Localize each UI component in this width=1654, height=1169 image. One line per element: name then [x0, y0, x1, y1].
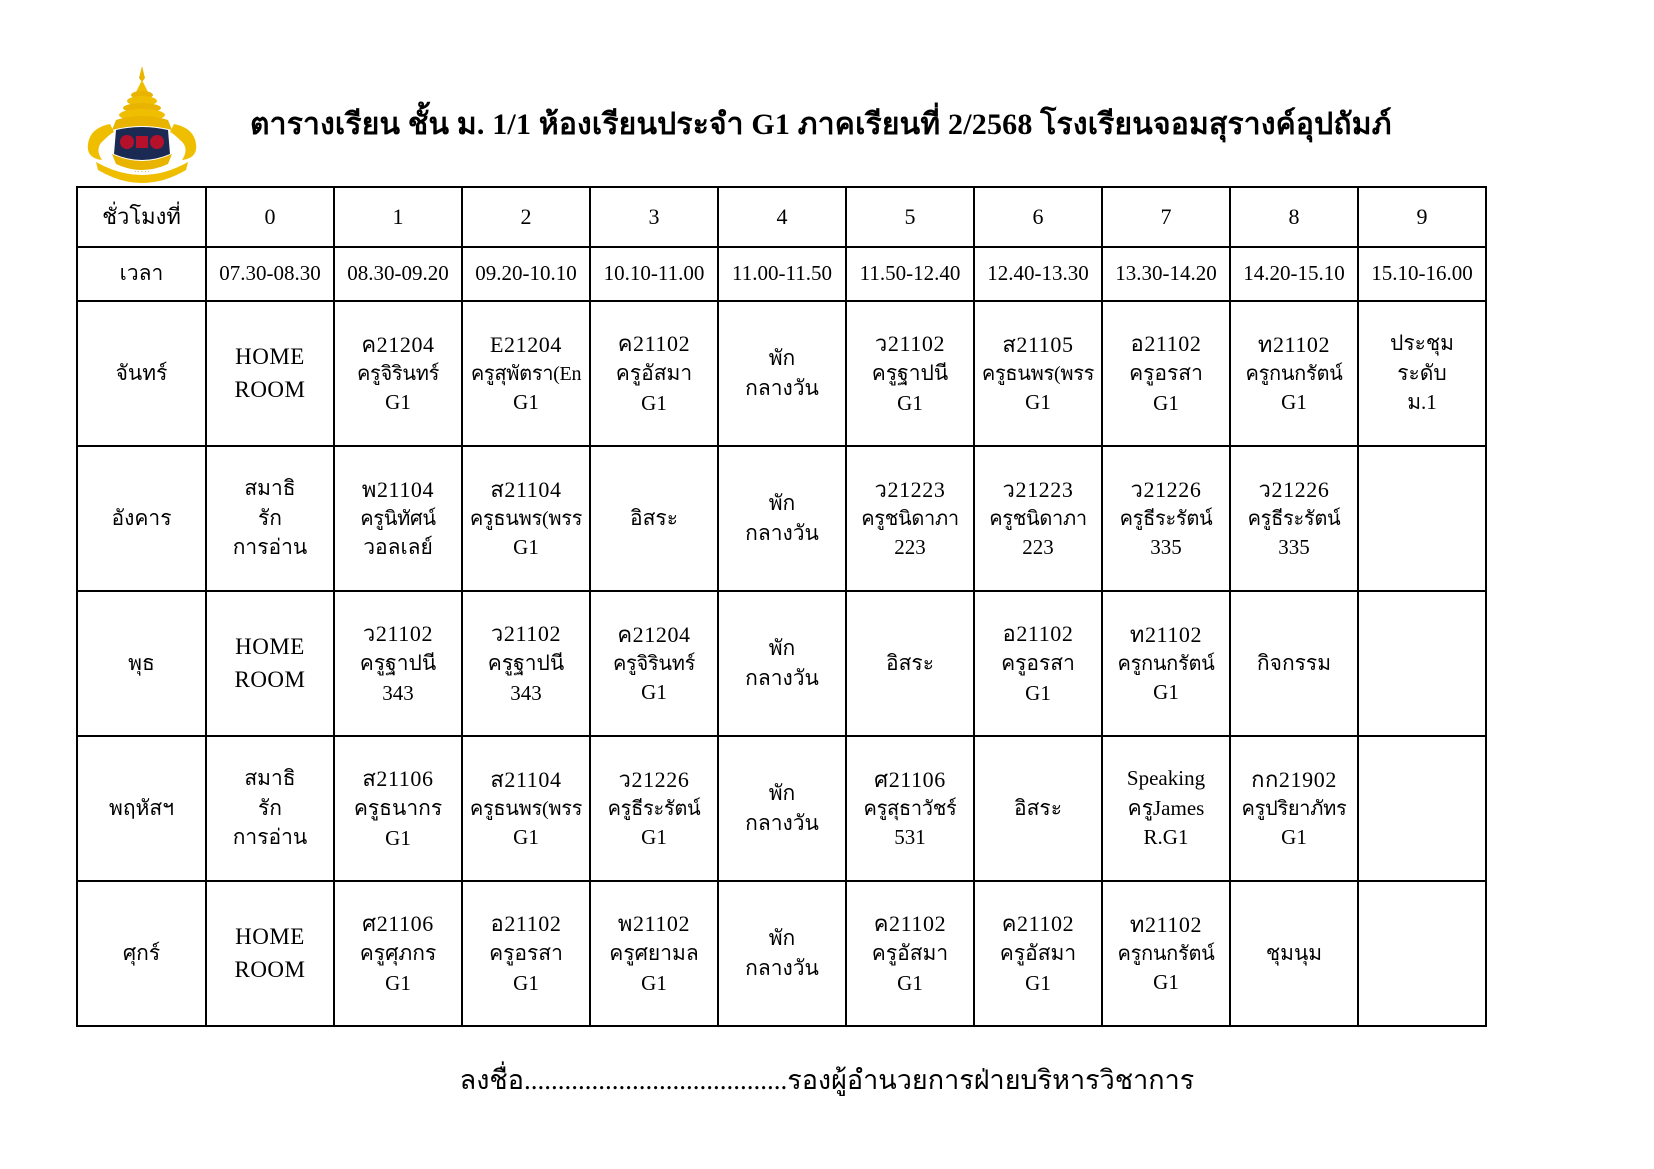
cell-line: กลางวัน	[745, 375, 819, 400]
schedule-cell-2-3[interactable]	[590, 591, 718, 736]
cell-line: ครูJames	[1127, 795, 1205, 820]
cell-line: ครูธีระรัตน์	[1119, 508, 1213, 531]
cell-line: ศ21106	[362, 911, 434, 937]
cell-content	[207, 447, 333, 590]
schedule-cell-3-7[interactable]	[1102, 736, 1230, 881]
cell-content	[1359, 737, 1485, 880]
cell-line: ครูสุธาวัชร์	[863, 798, 957, 821]
cell-content	[335, 302, 461, 445]
cell-content	[591, 592, 717, 735]
day-row	[77, 446, 1486, 591]
schedule-cell-0-5[interactable]	[846, 301, 974, 446]
cell-line: E21204	[489, 331, 563, 357]
cell-line: สมาธิ	[244, 765, 296, 790]
time-slot-4: 11.00-11.50	[718, 247, 846, 301]
cell-content	[847, 447, 973, 590]
cell-line: ว21102	[874, 331, 946, 357]
schedule-cell-3-6[interactable]	[974, 736, 1102, 881]
schedule-cell-4-7[interactable]	[1102, 881, 1230, 1026]
cell-content	[463, 737, 589, 880]
cell-line: รัก	[258, 795, 282, 820]
cell-line: G1	[897, 971, 923, 996]
cell-content	[1103, 592, 1229, 735]
cell-line: กิจกรรม	[1256, 650, 1332, 675]
schedule-cell-4-8[interactable]	[1230, 881, 1358, 1026]
schedule-cell-1-2[interactable]	[462, 446, 590, 591]
cell-content	[1359, 592, 1485, 735]
cell-line: การอ่าน	[232, 535, 308, 560]
schedule-cell-2-8[interactable]	[1230, 591, 1358, 736]
period-number-8: 8	[1230, 187, 1358, 247]
cell-content	[463, 592, 589, 735]
cell-line: อ21102	[1130, 331, 1202, 357]
cell-line: Speaking	[1126, 765, 1206, 790]
cell-line: ครูธนพร(พรร	[469, 508, 583, 531]
schedule-cell-4-0[interactable]	[206, 881, 334, 1026]
time-slot-0: 07.30-08.30	[206, 247, 334, 301]
schedule-cell-0-3[interactable]	[590, 301, 718, 446]
cell-line: ครูชนิดาภา	[861, 508, 959, 531]
cell-line: ครูอัสมา	[615, 361, 693, 386]
cell-line: G1	[513, 971, 539, 996]
period-number-7: 7	[1102, 187, 1230, 247]
cell-line: ว21102	[362, 621, 434, 647]
cell-line: ส21104	[490, 476, 562, 502]
cell-line: ครูอรสา	[1001, 651, 1075, 676]
cell-content	[591, 882, 717, 1025]
cell-line: อิสระ	[630, 505, 678, 530]
cell-content	[207, 302, 333, 445]
schedule-cell-1-5[interactable]	[846, 446, 974, 591]
cell-line: 223	[1022, 535, 1054, 560]
cell-content	[463, 302, 589, 445]
cell-line: ครูอัสมา	[999, 941, 1077, 966]
day-row	[77, 301, 1486, 446]
schedule-cell-1-6[interactable]	[974, 446, 1102, 591]
schedule-cell-0-7[interactable]	[1102, 301, 1230, 446]
day-name-2: พุธ	[77, 591, 206, 736]
cell-line: ROOM	[234, 666, 306, 692]
schedule-cell-4-6[interactable]	[974, 881, 1102, 1026]
cell-line: HOME	[235, 633, 305, 659]
cell-line: ท21102	[1129, 911, 1203, 937]
cell-line: G1	[513, 825, 539, 850]
schedule-cell-4-4[interactable]	[718, 881, 846, 1026]
schedule-cell-1-1[interactable]	[334, 446, 462, 591]
period-number-9: 9	[1358, 187, 1486, 247]
cell-line: ครูธนพร(พรร	[981, 363, 1095, 386]
cell-line: ครูกนกรัตน์	[1117, 943, 1215, 966]
cell-line: ครูฐาปนี	[359, 651, 437, 676]
cell-line: 531	[894, 825, 926, 850]
cell-content	[847, 737, 973, 880]
school-crest-logo	[82, 62, 202, 186]
time-slot-8: 14.20-15.10	[1230, 247, 1358, 301]
cell-line: ส21105	[1002, 331, 1074, 357]
cell-line: กลางวัน	[745, 520, 819, 545]
schedule-cell-4-3[interactable]	[590, 881, 718, 1026]
cell-content	[463, 447, 589, 590]
cell-line: ท21102	[1129, 621, 1203, 647]
cell-content	[1103, 737, 1229, 880]
period-header-label: ชั่วโมงที่	[77, 187, 206, 247]
cell-line: G1	[641, 391, 667, 416]
cell-content	[207, 882, 333, 1025]
cell-line: G1	[513, 390, 539, 415]
cell-line: G1	[1025, 971, 1051, 996]
cell-line: G1	[1153, 680, 1179, 705]
schedule-cell-1-8[interactable]	[1230, 446, 1358, 591]
day-name-3: พฤหัสฯ	[77, 736, 206, 881]
cell-content	[1231, 737, 1357, 880]
schedule-cell-1-7[interactable]	[1102, 446, 1230, 591]
cell-line: ครูสุพัตรา(En	[470, 363, 582, 386]
cell-line: ครูธนพร(พรร	[469, 798, 583, 821]
cell-content	[975, 882, 1101, 1025]
schedule-cell-3-2[interactable]	[462, 736, 590, 881]
cell-line: ค21204	[617, 621, 691, 647]
cell-line: พัก	[768, 345, 796, 370]
cell-line: 343	[510, 681, 542, 706]
class-timetable	[76, 186, 1487, 1027]
time-slot-3: 10.10-11.00	[590, 247, 718, 301]
day-name-1: อังคาร	[77, 446, 206, 591]
schedule-cell-3-9[interactable]	[1358, 736, 1486, 881]
cell-line: 223	[894, 535, 926, 560]
cell-line: ครูศุภกร	[359, 941, 437, 966]
cell-content	[847, 302, 973, 445]
cell-line: ROOM	[234, 956, 306, 982]
cell-line: ท21102	[1257, 331, 1331, 357]
cell-line: ว21223	[874, 476, 946, 502]
cell-line: R.G1	[1143, 825, 1189, 850]
cell-line: การอ่าน	[232, 825, 308, 850]
cell-content	[591, 302, 717, 445]
cell-content	[719, 302, 845, 445]
cell-line: ครูธีระรัตน์	[607, 798, 701, 821]
schedule-cell-4-5[interactable]	[846, 881, 974, 1026]
cell-line: G1	[897, 391, 923, 416]
cell-line: 343	[382, 681, 414, 706]
schedule-cell-2-5[interactable]	[846, 591, 974, 736]
cell-line: G1	[1281, 825, 1307, 850]
cell-line: ครูธนากร	[353, 796, 443, 821]
schedule-cell-3-4[interactable]	[718, 736, 846, 881]
period-header-row	[77, 187, 1486, 247]
cell-line: ครูศยามล	[609, 941, 699, 966]
cell-line: กลางวัน	[745, 955, 819, 980]
cell-line: ค21102	[1001, 911, 1075, 937]
period-number-1: 1	[334, 187, 462, 247]
time-slot-2: 09.20-10.10	[462, 247, 590, 301]
time-header-row	[77, 247, 1486, 301]
cell-line: ROOM	[234, 376, 306, 402]
schedule-cell-2-7[interactable]	[1102, 591, 1230, 736]
cell-line: ครูอรสา	[489, 941, 563, 966]
day-row	[77, 881, 1486, 1026]
cell-content	[335, 737, 461, 880]
schedule-cell-2-1[interactable]	[334, 591, 462, 736]
cell-content	[719, 882, 845, 1025]
cell-line: ครูอรสา	[1129, 361, 1203, 386]
cell-line: HOME	[235, 923, 305, 949]
cell-line: ครูอัสมา	[871, 941, 949, 966]
schedule-cell-0-9[interactable]	[1358, 301, 1486, 446]
cell-content	[1359, 882, 1485, 1025]
schedule-cell-0-1[interactable]	[334, 301, 462, 446]
cell-content	[335, 882, 461, 1025]
cell-content	[975, 592, 1101, 735]
cell-line: ว21223	[1002, 476, 1074, 502]
cell-line: 335	[1150, 535, 1182, 560]
cell-line: พัก	[768, 635, 796, 660]
period-number-4: 4	[718, 187, 846, 247]
schedule-cell-2-6[interactable]	[974, 591, 1102, 736]
cell-content	[975, 302, 1101, 445]
cell-line: ค21102	[617, 331, 691, 357]
cell-line: G1	[641, 971, 667, 996]
cell-line: ครูฐาปนี	[487, 651, 565, 676]
cell-line: อ21102	[490, 911, 562, 937]
cell-line: ครูกนกรัตน์	[1117, 653, 1215, 676]
cell-content	[719, 737, 845, 880]
svg-text:. . . . .: . . . . .	[134, 168, 150, 174]
cell-line: 335	[1278, 535, 1310, 560]
cell-content	[207, 592, 333, 735]
cell-line: G1	[385, 971, 411, 996]
cell-line: รัก	[258, 505, 282, 530]
time-slot-9: 15.10-16.00	[1358, 247, 1486, 301]
schedule-cell-2-9[interactable]	[1358, 591, 1486, 736]
schedule-cell-1-9[interactable]	[1358, 446, 1486, 591]
cell-content	[335, 592, 461, 735]
cell-content	[207, 737, 333, 880]
schedule-cell-4-9[interactable]	[1358, 881, 1486, 1026]
time-slot-7: 13.30-14.20	[1102, 247, 1230, 301]
cell-line: ชุมนุม	[1265, 940, 1323, 965]
cell-line: พ21102	[617, 911, 691, 937]
cell-content	[591, 737, 717, 880]
schedule-cell-1-4[interactable]	[718, 446, 846, 591]
cell-line: ระดับ	[1397, 360, 1447, 385]
cell-line: ว21226	[1258, 476, 1330, 502]
cell-line: ครูกนกรัตน์	[1245, 363, 1343, 386]
cell-content	[1231, 302, 1357, 445]
cell-line: G1	[385, 390, 411, 415]
cell-content	[1231, 447, 1357, 590]
schedule-cell-3-1[interactable]	[334, 736, 462, 881]
cell-line: อิสระ	[1014, 795, 1062, 820]
schedule-cell-1-0[interactable]	[206, 446, 334, 591]
schedule-cell-2-4[interactable]	[718, 591, 846, 736]
period-number-0: 0	[206, 187, 334, 247]
day-row	[77, 591, 1486, 736]
cell-content	[463, 882, 589, 1025]
time-slot-5: 11.50-12.40	[846, 247, 974, 301]
cell-line: ประชุม	[1390, 330, 1454, 355]
cell-line: ครูปริยาภัทร	[1241, 798, 1347, 821]
period-number-2: 2	[462, 187, 590, 247]
cell-line: ครูจิรินทร์	[612, 653, 696, 676]
cell-line: G1	[1281, 390, 1307, 415]
cell-line: พัก	[768, 925, 796, 950]
cell-line: ครูชนิดาภา	[989, 508, 1087, 531]
cell-line: ม.1	[1407, 390, 1437, 415]
cell-content	[719, 447, 845, 590]
cell-line: G1	[1025, 681, 1051, 706]
time-header-label: เวลา	[77, 247, 206, 301]
cell-content	[1359, 447, 1485, 590]
cell-line: HOME	[235, 343, 305, 369]
cell-line: ครูนิทัศน์	[360, 508, 436, 531]
schedule-cell-3-3[interactable]	[590, 736, 718, 881]
cell-line: กลางวัน	[745, 665, 819, 690]
cell-line: วอลเลย์	[363, 535, 433, 560]
cell-line: พัก	[768, 780, 796, 805]
schedule-cell-3-0[interactable]	[206, 736, 334, 881]
time-slot-1: 08.30-09.20	[334, 247, 462, 301]
cell-content	[591, 447, 717, 590]
cell-content	[335, 447, 461, 590]
day-row	[77, 736, 1486, 881]
cell-line: อิสระ	[886, 650, 934, 675]
cell-line: G1	[641, 680, 667, 705]
schedule-cell-1-3[interactable]	[590, 446, 718, 591]
schedule-cell-3-8[interactable]	[1230, 736, 1358, 881]
cell-line: G1	[1025, 390, 1051, 415]
period-number-5: 5	[846, 187, 974, 247]
cell-line: ครูธีระรัตน์	[1247, 508, 1341, 531]
cell-line: ครูฐาปนี	[871, 361, 949, 386]
cell-line: ส21104	[490, 766, 562, 792]
cell-content	[1359, 302, 1485, 445]
cell-content	[975, 737, 1101, 880]
schedule-cell-0-6[interactable]	[974, 301, 1102, 446]
cell-line: สมาธิ	[244, 475, 296, 500]
document-header	[0, 58, 1654, 186]
schedule-cell-0-2[interactable]	[462, 301, 590, 446]
page-title: ตารางเรียน ชั้น ม. 1/1 ห้องเรียนประจำ G1 ภาคเรียนที่ 2/2568 โรงเรียนจอมสุรางค์อุปถัมภ์	[250, 108, 1392, 141]
cell-line: กก21902	[1251, 766, 1337, 792]
time-slot-6: 12.40-13.30	[974, 247, 1102, 301]
cell-line: พ21104	[361, 476, 435, 502]
schedule-cell-4-2[interactable]	[462, 881, 590, 1026]
cell-line: อ21102	[1002, 621, 1074, 647]
cell-content	[975, 447, 1101, 590]
cell-line: G1	[641, 825, 667, 850]
period-number-6: 6	[974, 187, 1102, 247]
cell-line: ว21226	[618, 766, 690, 792]
period-number-3: 3	[590, 187, 718, 247]
cell-line: กลางวัน	[745, 810, 819, 835]
cell-line: ส21106	[362, 766, 434, 792]
schedule-cell-3-5[interactable]	[846, 736, 974, 881]
cell-content	[1103, 882, 1229, 1025]
cell-line: G1	[1153, 391, 1179, 416]
schedule-cell-0-8[interactable]	[1230, 301, 1358, 446]
timetable-body	[77, 187, 1486, 1026]
cell-line: ค21102	[873, 911, 947, 937]
cell-content	[719, 592, 845, 735]
cell-line: ครูจิรินทร์	[356, 363, 440, 386]
day-name-0: จันทร์	[77, 301, 206, 446]
cell-content	[1231, 882, 1357, 1025]
schedule-cell-4-1[interactable]	[334, 881, 462, 1026]
day-name-4: ศุกร์	[77, 881, 206, 1026]
cell-line: G1	[1153, 970, 1179, 995]
cell-line: ค21204	[361, 331, 435, 357]
cell-content	[1103, 447, 1229, 590]
schedule-cell-2-0[interactable]	[206, 591, 334, 736]
cell-content	[1231, 592, 1357, 735]
cell-line: ว21102	[490, 621, 562, 647]
cell-content	[847, 882, 973, 1025]
cell-line: G1	[513, 535, 539, 560]
cell-line: G1	[385, 826, 411, 851]
schedule-cell-2-2[interactable]	[462, 591, 590, 736]
schedule-cell-0-0[interactable]	[206, 301, 334, 446]
cell-line: ศ21106	[874, 766, 946, 792]
signature-line: ลงชื่อ.......................................รองผู้อำนวยการฝ่ายบริหารวิชาการ	[459, 1065, 1195, 1095]
cell-line: พัก	[768, 490, 796, 515]
schedule-cell-0-4[interactable]	[718, 301, 846, 446]
cell-content	[1103, 302, 1229, 445]
cell-line: ว21226	[1130, 476, 1202, 502]
cell-content	[847, 592, 973, 735]
